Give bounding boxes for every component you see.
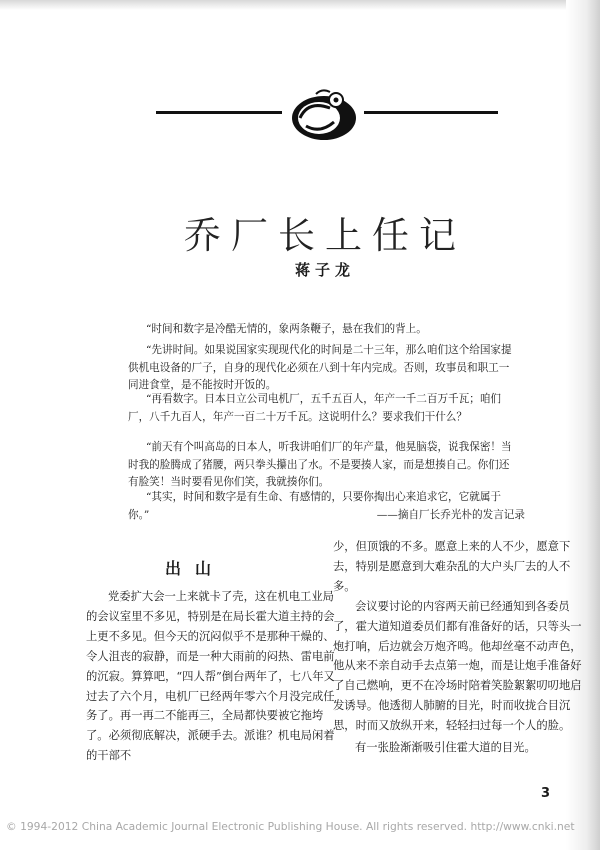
page-number: 3 — [540, 786, 550, 801]
epigraph-paragraph: “前天有个叫高岛的日本人，听我讲咱们厂的年产量，他晃脑袋，说我保密！当时我的脸腾成了猪腰，两只拳头攥出了水。不是要揍人家，而是想揍自己。你们还有脸笑！当时要看见你们笑，我就揍你们。 — [128, 441, 512, 488]
body-column-left — [86, 587, 336, 766]
body-paragraph: 会议要讨论的内容两天前已经通知到各委员了，霍大道知道委员们都有准备好的话，只等头一炮打响，后边就会万炮齐鸣。他却丝毫不动声色，他从来不亲自动手去点第一炮，而是让炮手准备好了自己燃响，更不在冷场时陪着笑脸絮絮叨叨地启发诱导。他透彻人肺腑的目光，时而收拢合目沉思，时而又放纵开来，轻轻扫过每一个人的脸。 — [333, 599, 582, 733]
epigraph-source: ——摘自厂长乔光朴的发言记录 — [376, 509, 525, 521]
epigraph-paragraph: “其实，时间和数字是有生命、有感情的，只要你掏出心来追求它，它就属于你。” — [128, 491, 502, 521]
body-column-right — [333, 537, 583, 758]
copyright-footer: © 1994-2012 China Academic Journal Electronic Publishing House. All rights reserved. http://www.cnki.net — [6, 820, 575, 833]
header-rule-left — [156, 111, 282, 114]
body-paragraph: 党委扩大会一上来就卡了壳，这在机电工业局的会议室里不多见，特别是在局长霍大道主持的会上更不多见。但今天的沉闷似乎不是那种干燥的、令人沮丧的寂静，而是一种大雨前的闷热、雷电前的沉寂。算算吧，“四人帮”倒台两年了，七八年又过去了六个月，电机厂已经两年零六个月没完成任务了。再一再二不能再三，全局都快要被它拖垮了。必须彻底解决，派硬手去。派谁？机电局闲着的干部不 — [86, 590, 335, 763]
section-title: 出山 — [165, 559, 226, 578]
epigraph-paragraph: “先讲时间。如果说国家实现现代化的时间是二十三年，那么咱们这个给国家提供机电设备的厂子，自身的现代化必须在八到十年内完成。否则，玫事员和职工一同进食堂，是不能按时开饭的。 — [128, 344, 512, 391]
header-rule-right — [364, 111, 498, 114]
article-author: 蒋子龙 — [294, 261, 355, 279]
epigraph-paragraph: “时间和数字是冷酷无情的，象两条鞭子，悬在我们的背上。 — [146, 323, 427, 335]
ornament-icon — [286, 88, 362, 144]
article-title: 乔厂长上任记 — [184, 213, 466, 257]
body-paragraph: 有一张脸渐渐吸引住霍大道的目光。 — [355, 741, 536, 755]
scan-shadow-top — [0, 0, 600, 10]
epigraph-paragraph: “再看数字。日本日立公司电机厂，五千五百人，年产一千二百万千瓦；咱们厂，八千九百人，年产一百二十万千瓦。这说明什么？要求我们干什么？ — [128, 393, 502, 423]
body-paragraph-continuation: 少，但顶饿的不多。愿意上来的人不少，愿意下去，特别是愿意到大难杂乱的大户头厂去的人不多。 — [333, 540, 571, 593]
